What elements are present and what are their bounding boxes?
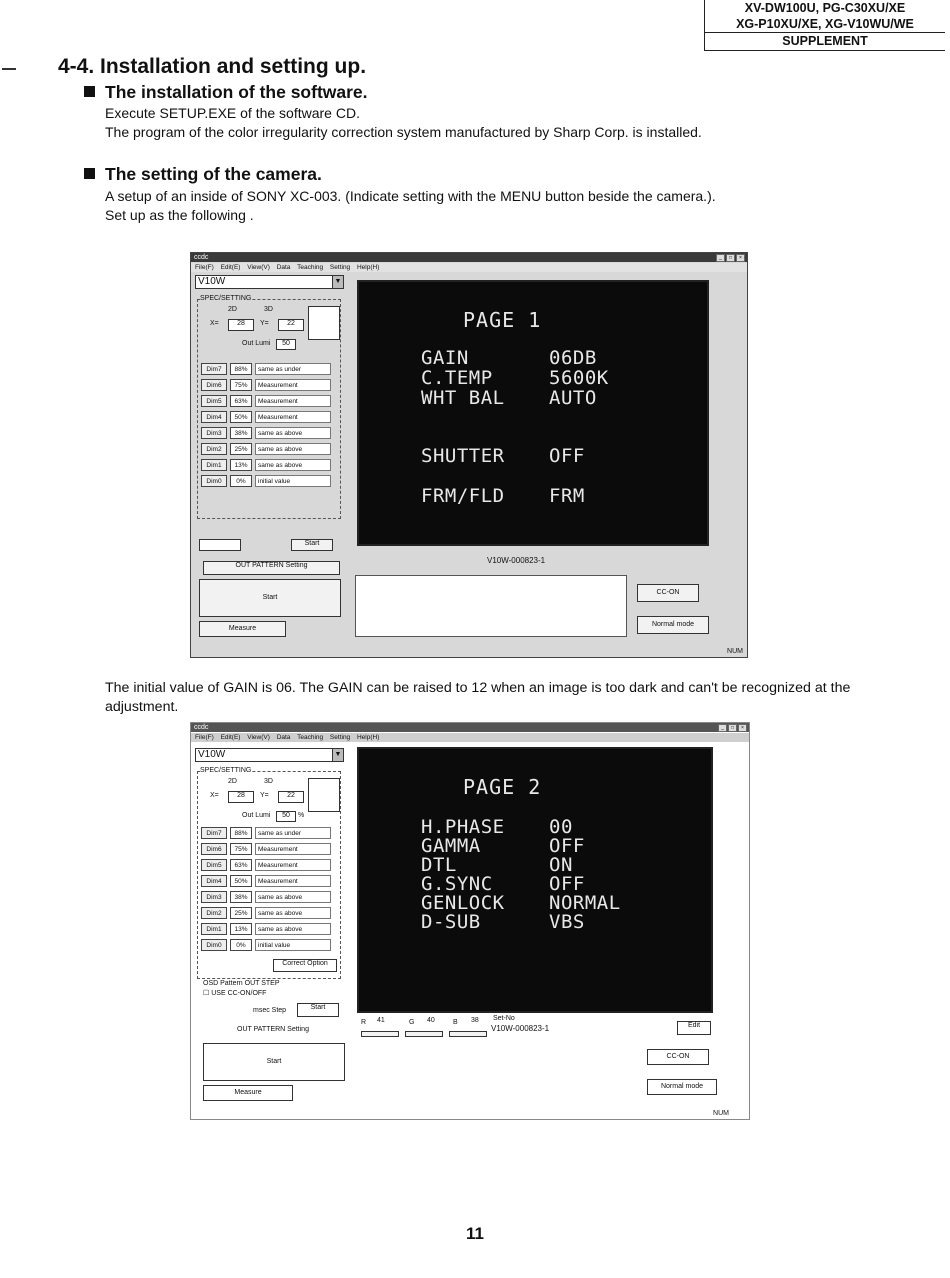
software-heading: The installation of the software.: [84, 82, 368, 103]
dim-mode[interactable]: same as under: [255, 827, 331, 839]
dim-button[interactable]: Dim5: [201, 395, 227, 407]
dim-button[interactable]: Dim6: [201, 843, 227, 855]
window-titlebar: ccdc _ □ ×: [191, 723, 749, 732]
dim-percent[interactable]: 63%: [230, 859, 252, 871]
camera-menu-page2: [357, 747, 713, 1013]
dim-row: [201, 939, 331, 951]
dim-mode[interactable]: same as under: [255, 363, 331, 375]
dim-mode[interactable]: Measurement: [255, 875, 331, 887]
page-number: 11: [466, 1224, 484, 1243]
menu-row: G.SYNC OFF: [421, 873, 585, 895]
dim-mode[interactable]: initial value: [255, 475, 331, 487]
camera-line2: Set up as the following .: [105, 207, 254, 223]
software-line2: The program of the color irregularity correction system manufactured by Sharp Corp. is installed.: [105, 124, 702, 140]
r-slider[interactable]: [361, 1031, 399, 1037]
spec-setting-group: SPEC/SETTING 2D 3D X= 28 Y= 22 Out Lumi 50: [197, 299, 341, 519]
g-value: 40: [427, 1017, 435, 1024]
dim-row: [201, 459, 331, 471]
x-input[interactable]: 28: [228, 319, 254, 331]
dim-row: [201, 379, 331, 391]
dim-mode[interactable]: Measurement: [255, 379, 331, 391]
maximize-icon[interactable]: □: [728, 724, 737, 732]
dim-percent[interactable]: 13%: [230, 923, 252, 935]
output-panel: [355, 575, 627, 637]
close-icon[interactable]: ×: [736, 254, 745, 262]
osd-label: OSD Pattern OUT STEP: [203, 980, 280, 987]
dim-row: [201, 427, 331, 439]
dim-button[interactable]: Dim3: [201, 427, 227, 439]
dim-percent[interactable]: 13%: [230, 459, 252, 471]
dim-button[interactable]: Dim7: [201, 827, 227, 839]
measure-button[interactable]: Measure: [199, 621, 286, 637]
dim-percent[interactable]: 50%: [230, 411, 252, 423]
close-icon[interactable]: ×: [738, 724, 747, 732]
dim-row: [201, 411, 331, 423]
menu-row: GAIN 06DB: [421, 347, 597, 369]
dim-percent[interactable]: 0%: [230, 475, 252, 487]
dim-mode[interactable]: same as above: [255, 459, 331, 471]
camera-line1: A setup of an inside of SONY XC-003. (Indicate setting with the MENU button beside the camera.).: [105, 188, 716, 204]
dim-mode[interactable]: initial value: [255, 939, 331, 951]
chevron-down-icon[interactable]: ▼: [332, 276, 343, 288]
dim-percent[interactable]: 25%: [230, 443, 252, 455]
radio-2d[interactable]: 2D: [228, 306, 237, 313]
dim-row: [201, 475, 331, 487]
menu-page-title: PAGE 2: [463, 775, 542, 799]
normal-mode-button[interactable]: Normal mode: [637, 616, 709, 634]
num-indicator: NUM: [727, 648, 743, 655]
dim-button[interactable]: Dim6: [201, 379, 227, 391]
dim-percent[interactable]: 88%: [230, 827, 252, 839]
dim-row: [201, 363, 331, 375]
radio-3d[interactable]: 3D: [264, 306, 273, 313]
header-models-line2: XG-P10XU/XE, XG-V10WU/WE: [736, 17, 914, 31]
dim-percent[interactable]: 88%: [230, 363, 252, 375]
menu-row: WHT BAL AUTO: [421, 387, 597, 409]
maximize-icon[interactable]: □: [726, 254, 735, 262]
minimize-icon[interactable]: _: [718, 724, 727, 732]
dim-button[interactable]: Dim2: [201, 907, 227, 919]
start-small-button[interactable]: Start: [297, 1003, 339, 1017]
dim-row: [201, 907, 331, 919]
b-value: 38: [471, 1017, 479, 1024]
correct-option-button[interactable]: Correct Option: [273, 959, 337, 972]
model-select[interactable]: V10W ▼: [195, 275, 344, 289]
radio-2d[interactable]: 2D: [228, 778, 237, 785]
gain-note: The initial value of GAIN is 06. The GAIN can be raised to 12 when an image is too dark and can't be recognized at the adjustment.: [105, 680, 851, 715]
y-input[interactable]: 22: [278, 791, 304, 803]
preview-box: [308, 778, 340, 812]
menu-row: FRM/FLD FRM: [421, 485, 585, 507]
edit-button[interactable]: Edit: [677, 1021, 711, 1035]
dim-button[interactable]: Dim3: [201, 891, 227, 903]
dim-mode[interactable]: same as above: [255, 891, 331, 903]
dim-button[interactable]: Dim4: [201, 875, 227, 887]
menu-row: H.PHASE 00: [421, 816, 573, 838]
dim-percent[interactable]: 75%: [230, 843, 252, 855]
set-no-value: V10W-000823-1: [491, 1024, 550, 1033]
menu-page-title: PAGE 1: [463, 308, 542, 332]
chevron-down-icon[interactable]: ▼: [332, 749, 343, 761]
dim-row: [201, 827, 331, 839]
dim-mode[interactable]: same as above: [255, 443, 331, 455]
r-value: 41: [377, 1017, 385, 1024]
dim-mode[interactable]: Measurement: [255, 843, 331, 855]
menu-row: C.TEMP 5600K: [421, 367, 609, 389]
menu-row: GAMMA OFF: [421, 835, 585, 857]
margin-mark: [2, 68, 16, 70]
menu-row: GENLOCK NORMAL: [421, 892, 621, 914]
bullet-square-icon: [84, 86, 95, 97]
dim-button[interactable]: Dim7: [201, 363, 227, 375]
start-button[interactable]: Start: [203, 1043, 345, 1081]
use-cc-checkbox[interactable]: ☐ USE CC-ON/OFF: [203, 990, 267, 997]
out-lumi-input[interactable]: 50: [276, 339, 296, 350]
x-input[interactable]: 28: [228, 791, 254, 803]
dim-percent[interactable]: 63%: [230, 395, 252, 407]
outpattern-setting-button[interactable]: OUT PATTERN Setting: [237, 1026, 309, 1033]
dim-row: [201, 843, 331, 855]
dim-button[interactable]: Dim1: [201, 923, 227, 935]
normal-mode-button[interactable]: Normal mode: [647, 1079, 717, 1095]
dim-mode[interactable]: Measurement: [255, 411, 331, 423]
msec-input[interactable]: [199, 539, 241, 551]
header-supplement: SUPPLEMENT: [705, 32, 945, 50]
menu-bar[interactable]: File(F) Edit(E) View(V) Data Teaching Setting Help(H): [191, 263, 747, 272]
dim-mode[interactable]: same as above: [255, 907, 331, 919]
menu-row: SHUTTER OFF: [421, 445, 585, 467]
dim-percent[interactable]: 50%: [230, 875, 252, 887]
measure-button[interactable]: Measure: [203, 1085, 293, 1101]
screenshot-page1: [190, 252, 748, 658]
dim-percent[interactable]: 0%: [230, 939, 252, 951]
dim-button[interactable]: Dim2: [201, 443, 227, 455]
set-no-label: Set-No: [493, 1015, 515, 1022]
dim-row: [201, 923, 331, 935]
dim-row: [201, 875, 331, 887]
software-line1: Execute SETUP.EXE of the software CD.: [105, 105, 360, 121]
dim-button[interactable]: Dim0: [201, 939, 227, 951]
dim-percent[interactable]: 38%: [230, 891, 252, 903]
dim-row: [201, 891, 331, 903]
y-input[interactable]: 22: [278, 319, 304, 331]
spec-setting-group: SPEC/SETTING 2D 3D X= 28 Y= 22 Out Lumi 50 %: [197, 771, 341, 979]
section-title: 4-4. Installation and setting up.: [58, 55, 367, 78]
g-slider[interactable]: [405, 1031, 443, 1037]
dim-percent[interactable]: 75%: [230, 379, 252, 391]
camera-heading: The setting of the camera.: [84, 164, 322, 185]
menu-row: D-SUB VBS: [421, 911, 585, 933]
minimize-icon[interactable]: _: [716, 254, 725, 262]
preview-box: [308, 306, 340, 340]
camera-menu-page1: [357, 280, 709, 546]
dim-percent[interactable]: 38%: [230, 427, 252, 439]
dim-percent[interactable]: 25%: [230, 907, 252, 919]
dim-button[interactable]: Dim1: [201, 459, 227, 471]
header-models-line1: XV-DW100U, PG-C30XU/XE: [744, 1, 906, 15]
dim-row: [201, 443, 331, 455]
radio-3d[interactable]: 3D: [264, 778, 273, 785]
num-indicator: NUM: [713, 1110, 729, 1117]
cc-on-button[interactable]: CC-ON: [647, 1049, 709, 1065]
out-lumi-input[interactable]: 50: [276, 811, 296, 822]
window-titlebar: ccdc _ □ ×: [191, 253, 747, 262]
menu-row: DTL ON: [421, 854, 573, 876]
bullet-square-icon: [84, 168, 95, 179]
dim-mode[interactable]: same as above: [255, 427, 331, 439]
dim-button[interactable]: Dim0: [201, 475, 227, 487]
dim-button[interactable]: Dim4: [201, 411, 227, 423]
dim-mode[interactable]: Measurement: [255, 395, 331, 407]
document-header: [704, 0, 945, 51]
cc-on-button[interactable]: CC-ON: [637, 584, 699, 602]
b-slider[interactable]: [449, 1031, 487, 1037]
start-small-button[interactable]: Start: [291, 539, 333, 551]
dim-mode[interactable]: Measurement: [255, 859, 331, 871]
model-select[interactable]: V10W ▼: [195, 748, 344, 762]
set-no-value: V10W-000823-1: [487, 556, 546, 565]
menu-bar[interactable]: File(F) Edit(E) View(V) Data Teaching Setting Help(H): [191, 733, 749, 742]
dim-button[interactable]: Dim5: [201, 859, 227, 871]
start-button[interactable]: Start: [199, 579, 341, 617]
dim-mode[interactable]: same as above: [255, 923, 331, 935]
screenshot-page2: ccdc _ □ × File(F) Edit(E) View(V) Data Teaching Setting Help(H) V10W ▼ SPEC/SETTING 2D 3D X= 28 Y= 22 Out Lumi 50 % Dim7 88% same as under Dim6 75% Measurement Dim5 63% Measurement Dim4 50% Measurement Dim3 38% same as above Dim2 25% same as above Dim1 13% same as above Dim0 0% initial value Correct Option OSD Pattern OUT STEP ☐ USE CC-ON/OFF msec Step Start OUT PATTERN Setting Start Measure PAGE 2 H.PHASE 00 GAMMA OFF DTL ON G.SYNC OFF GENLOCK NORMAL D-SUB VBS R 41 G 40 B 38 Set-No V10W-000823-1 Edit CC-ON Normal mode NUM: [190, 722, 750, 1120]
outpattern-setting-button[interactable]: OUT PATTERN Setting: [203, 561, 340, 575]
dim-row: [201, 859, 331, 871]
dim-row: [201, 395, 331, 407]
